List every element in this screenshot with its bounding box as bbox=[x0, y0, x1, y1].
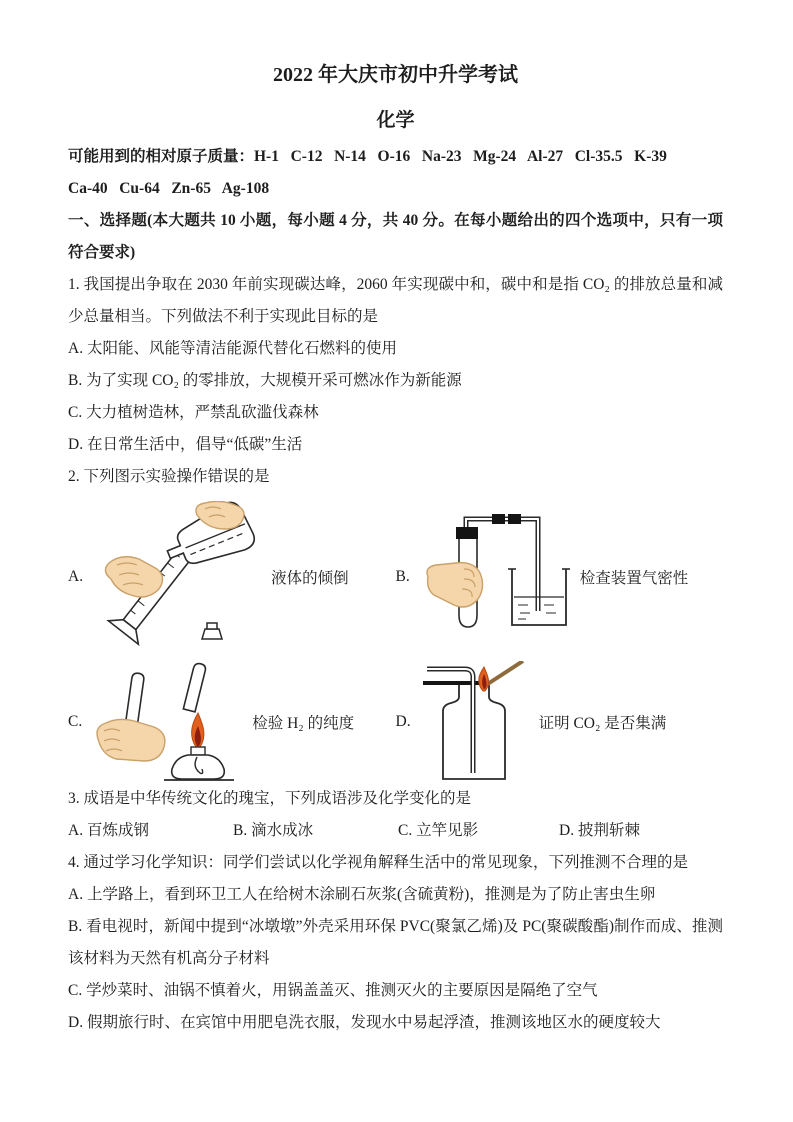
gas-tightness-figure bbox=[420, 507, 570, 647]
question-4-option-c: C. 学炒菜时、油锅不慎着火，用锅盖盖灭、推测灭火的主要原因是隔绝了空气 bbox=[68, 982, 598, 999]
figure-b-letter: B. bbox=[395, 568, 410, 585]
figure-d-letter: D. bbox=[395, 713, 411, 730]
page-title: 2022 年大庆市初中升学考试 bbox=[273, 64, 518, 86]
co2-collection-figure bbox=[421, 661, 529, 783]
question-3-stem: 3. 成语是中华传统文化的瑰宝，下列成语涉及化学变化的是 bbox=[68, 790, 472, 807]
figure-a-cell bbox=[68, 501, 396, 653]
question-4-stem: 4. 通过学习化学知识：同学们尝试以化学视角解释生活中的常见现象，下列推测不合理的是 bbox=[68, 854, 689, 871]
figure-d-cell bbox=[396, 661, 724, 783]
figure-b-cell bbox=[396, 507, 724, 647]
section-heading: 一、选择题(本大题共 10 小题，每小题 4 分，共 40 分。在每小题给出的四个选项中，只有一项符合要求) bbox=[68, 212, 723, 261]
question-3-option-c: C. 立竿见影 bbox=[398, 822, 479, 839]
question-4-option-b: B. 看电视时，新闻中提到“冰墩墩”外壳采用环保 PVC(聚氯乙烯)及 PC(聚碳酸酯)制作而成、推测该材料为天然有机高分子材料 bbox=[68, 918, 723, 967]
question-2-stem: 2. 下列图示实验操作错误的是 bbox=[68, 468, 270, 485]
figure-c-cell bbox=[68, 661, 396, 783]
figure-c-caption: 检验 H₂ 的纯度 bbox=[252, 715, 355, 732]
question-4-option-d: D. 假期旅行时、在宾馆中用肥皂洗衣服，发现水中易起浮渣，推测该地区水的硬度较大 bbox=[68, 1014, 661, 1031]
question-2-figure-row-1 bbox=[68, 493, 723, 661]
atomic-masses-line2: Ca-40 Cu-64 Zn-65 Ag-108 bbox=[68, 180, 270, 197]
question-1-stem: 1. 我国提出争取在 2030 年前实现碳达峰，2060 年实现碳中和，碳中和是指 CO₂ 的排放总量和减少总量相当。下列做法不利于实现此目标的是 bbox=[68, 276, 723, 325]
figure-c-letter: C. bbox=[68, 713, 83, 730]
question-1-option-c: C. 大力植树造林，严禁乱砍滥伐森林 bbox=[68, 404, 319, 421]
figure-d-caption: 证明 CO₂ 是否集满 bbox=[538, 715, 667, 732]
question-3-option-d: D. 披荆斩棘 bbox=[559, 822, 640, 839]
figure-a-caption: 液体的倾倒 bbox=[271, 570, 349, 587]
figure-b-caption: 检查装置气密性 bbox=[579, 570, 689, 587]
question-1-option-d: D. 在日常生活中，倡导“低碳”生活 bbox=[68, 436, 303, 453]
h2-purity-figure bbox=[92, 661, 242, 783]
figure-a-letter: A. bbox=[68, 568, 84, 585]
question-1-option-a: A. 太阳能、风能等清洁能源代替化石燃料的使用 bbox=[68, 340, 397, 357]
question-4-option-a: A. 上学路上，看到环卫工人在给树木涂刷石灰浆(含硫黄粉)，推测是为了防止害虫生卵 bbox=[68, 886, 656, 903]
pouring-liquid-figure bbox=[93, 501, 261, 653]
question-2-figure-row-2 bbox=[68, 661, 723, 783]
question-3-option-a: A. 百炼成钢 bbox=[68, 822, 149, 839]
question-1-option-b: B. 为了实现 CO₂ 的零排放，大规模开采可燃冰作为新能源 bbox=[68, 372, 462, 389]
question-3-option-b: B. 滴水成冰 bbox=[233, 822, 314, 839]
subject-title: 化学 bbox=[376, 110, 415, 131]
atomic-masses-line1: 可能用到的相对原子质量：H-1 C-12 N-14 O-16 Na-23 Mg-24 Al-27 Cl-35.5 K-39 bbox=[68, 148, 667, 165]
question-3-options-row bbox=[68, 815, 723, 847]
